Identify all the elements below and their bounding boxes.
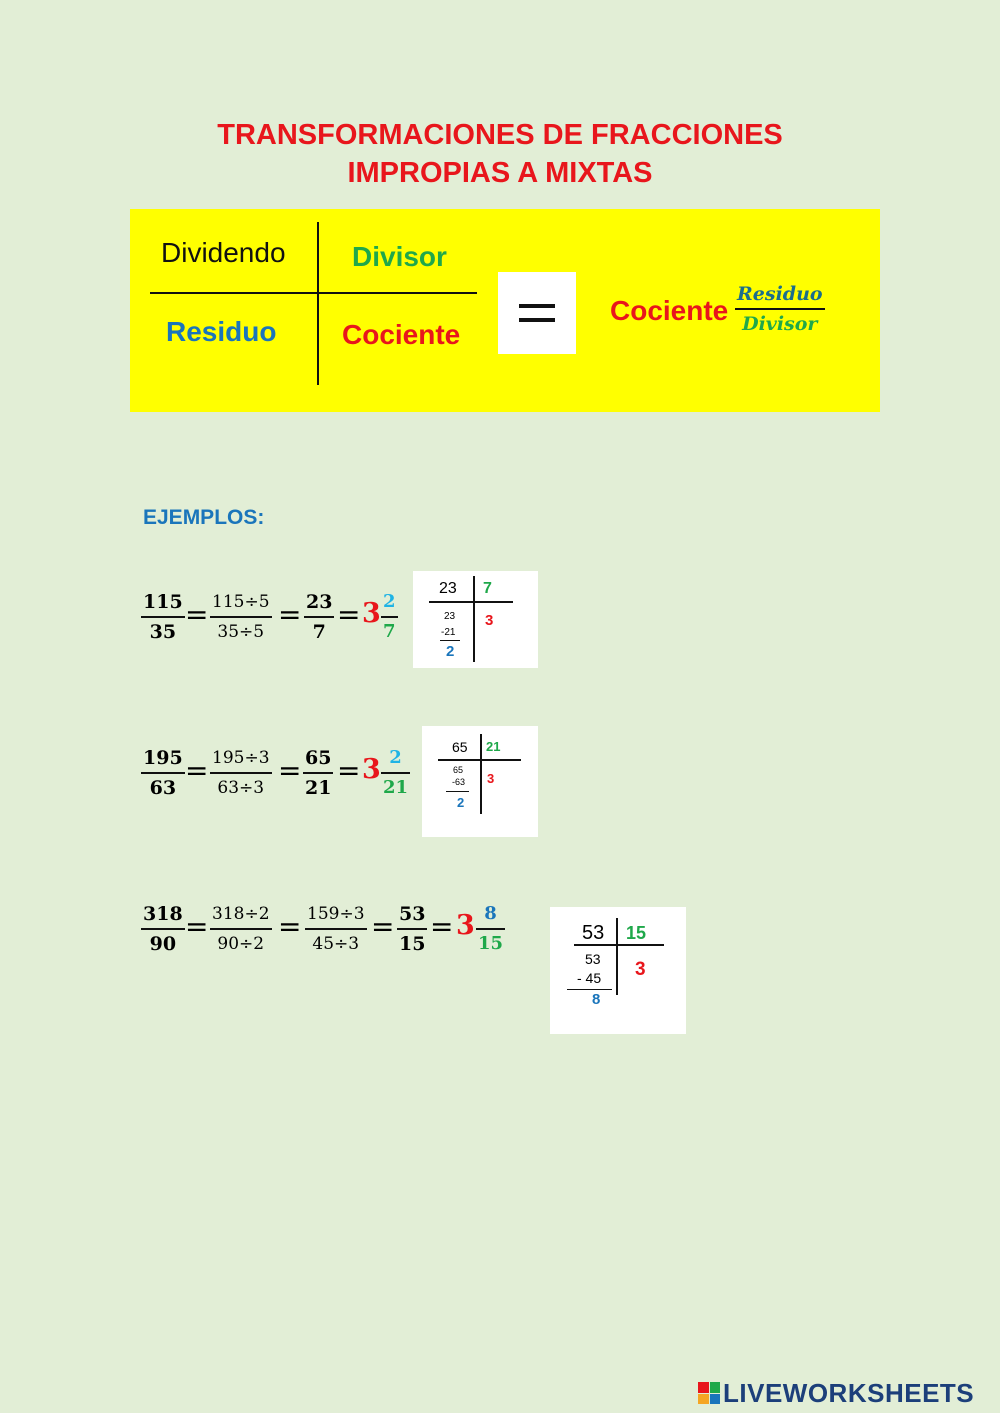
ex3-division-divisor: 15 xyxy=(626,923,647,943)
ex3-fraction-simplify-1 xyxy=(210,902,272,956)
dividendo-label: Dividendo xyxy=(161,237,286,268)
ex2-f1-numerator: 195 xyxy=(143,747,183,769)
ex3-division-remainder: 8 xyxy=(592,991,601,1008)
ex2-division-sub-line xyxy=(446,791,469,792)
ex1-f3-numerator: 23 xyxy=(306,591,333,613)
ex1-division-card xyxy=(413,571,538,668)
ex3-division-horizontal-line xyxy=(574,944,664,946)
equals-sign: = xyxy=(185,754,209,787)
ex1-f1-numerator: 115 xyxy=(143,591,183,613)
equals-sign: = xyxy=(278,598,302,631)
ex3-f4-numerator: 53 xyxy=(399,903,426,925)
equals-sign-box xyxy=(498,272,576,354)
result-cociente-label: Cociente xyxy=(610,295,729,326)
equals-sign: = xyxy=(337,598,361,631)
ex1-mixed-fraction xyxy=(381,590,398,644)
result-fraction xyxy=(735,282,825,336)
equals-sign: = xyxy=(185,910,209,943)
ex3-fraction-simplify-2 xyxy=(305,902,367,956)
ex3-f2-numerator: 318÷2 xyxy=(212,904,270,924)
ex3-mixed-fraction xyxy=(476,902,505,956)
ex2-division-dividend: 65 xyxy=(452,739,468,755)
fraction-bar xyxy=(210,616,272,618)
ex2-division-divisor: 21 xyxy=(486,739,501,754)
ex1-fraction-simplify xyxy=(210,590,272,644)
ex1-division-dividend: 23 xyxy=(439,580,457,597)
result-fraction-bar xyxy=(735,308,825,310)
ex2-division-horizontal-line xyxy=(438,759,521,761)
ex1-division-sub2: -21 xyxy=(441,627,456,638)
ex2-f3-numerator: 65 xyxy=(305,747,332,769)
ex2-f1-denominator: 63 xyxy=(149,777,177,799)
ex2-fraction-result xyxy=(303,746,333,800)
ex1-division-horizontal-line xyxy=(429,601,513,603)
ex3-division-sub-line xyxy=(567,989,612,990)
ex1-f3-denominator: 7 xyxy=(312,621,326,643)
liveworksheets-logo-icon xyxy=(698,1382,720,1404)
ex1-f1-denominator: 35 xyxy=(149,621,177,643)
fraction-bar xyxy=(476,928,505,930)
examples-heading: EJEMPLOS: xyxy=(143,506,265,529)
result-divisor-label: Divisor xyxy=(742,312,818,335)
fraction-bar xyxy=(210,772,272,774)
ex2-fraction-original xyxy=(141,746,185,800)
ex2-division-remainder: 2 xyxy=(457,795,465,810)
ex2-division-card xyxy=(422,726,538,837)
ex2-division-sub2: -63 xyxy=(452,777,466,787)
ex1-f2-denominator: 35÷5 xyxy=(217,622,265,642)
equals-bar-bottom xyxy=(519,318,555,322)
ex1-division-sub1: 23 xyxy=(444,611,456,622)
ex1-division-divisor: 7 xyxy=(483,580,492,597)
ex2-mixed-fraction xyxy=(381,746,410,800)
ex3-division-quotient: 3 xyxy=(635,959,646,980)
ex2-fraction-simplify xyxy=(210,746,272,800)
residuo-label: Residuo xyxy=(166,316,277,347)
ex3-mixed-denominator: 15 xyxy=(478,933,504,954)
ex3-f4-denominator: 15 xyxy=(399,933,426,955)
ex1-division-vertical-line xyxy=(473,576,475,662)
ex3-f2-denominator: 90÷2 xyxy=(217,934,265,954)
ex2-division-quotient: 3 xyxy=(487,771,495,786)
page-title-line2: IMPROPIAS A MIXTAS xyxy=(347,157,653,189)
ex1-fraction-original xyxy=(141,590,185,644)
ex1-f2-numerator: 115÷5 xyxy=(212,592,270,612)
ex3-division-dividend: 53 xyxy=(582,922,605,944)
ex2-mixed-denominator: 21 xyxy=(383,777,409,798)
equals-sign: = xyxy=(185,598,209,631)
ex2-division-vertical-line xyxy=(480,734,482,814)
ex1-mixed-denominator: 7 xyxy=(383,621,396,642)
ex3-f3-denominator: 45÷3 xyxy=(312,934,360,954)
fraction-bar xyxy=(303,772,333,774)
equals-bar-top xyxy=(519,304,555,308)
ex3-fraction-result xyxy=(397,902,427,956)
ex2-f2-numerator: 195÷3 xyxy=(212,748,270,768)
liveworksheets-logo-text[interactable]: LIVEWORKSHEETS xyxy=(723,1378,975,1408)
ex3-fraction-original xyxy=(141,902,185,956)
fraction-bar xyxy=(397,928,427,930)
ex2-mixed-numerator: 2 xyxy=(389,747,402,768)
ex3-division-vertical-line xyxy=(616,918,618,995)
ex2-f2-denominator: 63÷3 xyxy=(217,778,265,798)
ex2-division-sub1: 65 xyxy=(453,765,464,775)
ex2-f3-denominator: 21 xyxy=(305,777,332,799)
scheme-horizontal-line xyxy=(150,292,477,294)
equals-sign: = xyxy=(278,910,302,943)
result-residuo-label: Residuo xyxy=(737,283,823,305)
ex3-mixed-numerator: 8 xyxy=(484,903,497,924)
fraction-bar xyxy=(141,616,185,618)
ex3-division-sub1: 53 xyxy=(585,951,601,967)
ex3-whole-part: 3 xyxy=(456,910,475,941)
ex1-division-remainder: 2 xyxy=(446,643,455,660)
equals-sign: = xyxy=(371,910,395,943)
ex1-division-sub-line xyxy=(440,640,460,641)
fraction-bar xyxy=(381,616,398,618)
fraction-bar xyxy=(304,616,334,618)
ex3-division-sub2: - 45 xyxy=(577,970,602,986)
page-title-line1: TRANSFORMACIONES DE FRACCIONES xyxy=(217,119,783,151)
ex3-division-card xyxy=(550,907,686,1034)
ex3-f1-denominator: 90 xyxy=(149,933,177,955)
equals-sign: = xyxy=(278,754,302,787)
fraction-bar xyxy=(305,928,367,930)
ex2-whole-part: 3 xyxy=(362,754,381,785)
equals-sign: = xyxy=(337,754,361,787)
cociente-label: Cociente xyxy=(342,319,461,350)
fraction-bar xyxy=(141,928,185,930)
division-scheme-box xyxy=(130,209,880,412)
fraction-bar xyxy=(141,772,185,774)
ex3-f1-numerator: 318 xyxy=(143,903,183,925)
ex1-fraction-result xyxy=(304,590,334,644)
ex1-whole-part: 3 xyxy=(362,598,381,629)
divisor-label: Divisor xyxy=(352,241,447,272)
ex1-division-quotient: 3 xyxy=(485,612,494,629)
fraction-bar xyxy=(381,772,410,774)
ex3-f3-numerator: 159÷3 xyxy=(307,904,365,924)
ex1-mixed-numerator: 2 xyxy=(383,591,396,612)
fraction-bar xyxy=(210,928,272,930)
equals-sign: = xyxy=(430,910,454,943)
scheme-vertical-line xyxy=(317,222,319,385)
